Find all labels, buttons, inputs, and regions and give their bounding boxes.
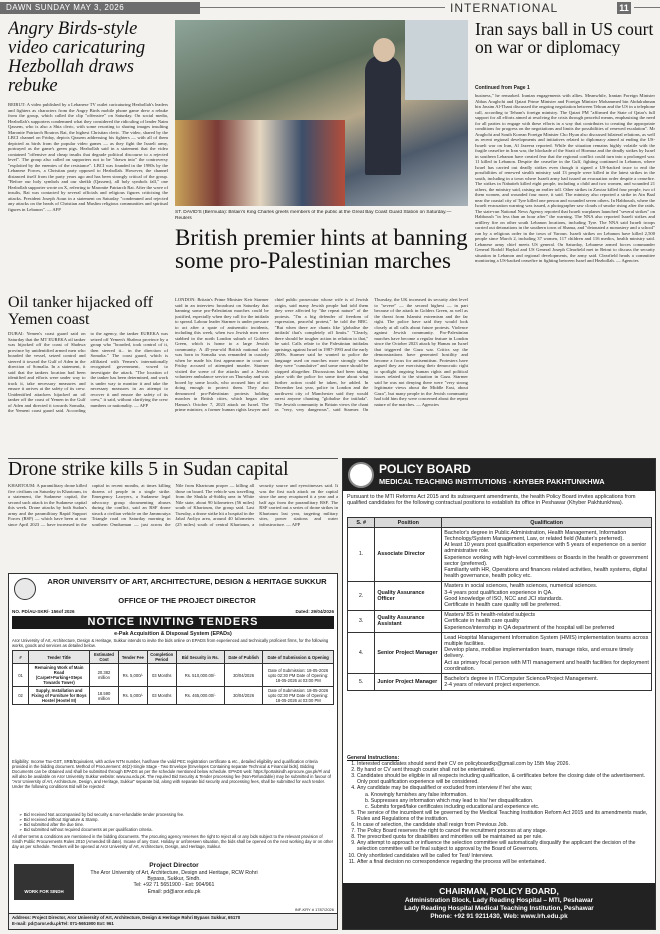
tender-address-strip xyxy=(9,913,337,929)
tender-office: OFFICE OF THE PROJECT DIRECTOR xyxy=(118,596,256,605)
tender-inf-no: INF-KRY # 1787/2026 xyxy=(294,907,334,912)
qualification-line: Familiarity with HR, Operations and finances related activities, health systems, digital health governance, health policy etc. xyxy=(444,566,647,580)
tender-pd-address: The Aror University of Art, Architecture, Design and Heritage, RCW Rohri Bypass, Sukkur, Sindh. xyxy=(90,870,258,883)
policy-instructions xyxy=(347,755,652,865)
tender-condition: ➢ Bid received without Signature & Stamp. xyxy=(19,817,99,822)
qualification-line: Bachelor's degree in IT/Computer Science/Project Management. xyxy=(444,675,599,682)
tender-condition-text: Bid received without Signature & Stamp. xyxy=(23,817,99,822)
instruction-item: 3. Candidates should be eligible in all respects including qualification, & certificates before the closing date of the advertisement. Only post qualification experience will be considered. xyxy=(357,773,652,785)
qualification-line: Develop plans, mobilise implementation team, manage risks, and ensure timely delivery. xyxy=(444,647,634,660)
table-cell: 30/04/2026 xyxy=(224,664,263,687)
table-cell: Date of Submission: 18-05-2026 upto 02:30 PM Date of Opening: 18-05-2026 at 03:00 PM xyxy=(263,687,334,705)
tender-col-security: Bid Security in Rs. xyxy=(176,651,224,664)
table-cell: Rs. 465,000.00/- xyxy=(176,687,224,705)
policy-footer-line: Administration Block, Lady Reading Hospital – MTI, Peshawar xyxy=(404,897,594,904)
qualification-line: Certificate in health care quality xyxy=(444,618,520,625)
tender-col-cost: Estimated Cost xyxy=(90,651,119,664)
headline-tanker: Oil tanker hijacked off Yemen coast xyxy=(8,295,153,328)
qualification-line: Masters in social sciences, health sciences, numerical sciences. xyxy=(444,583,598,590)
tender-ref: NO. PD/AU-SKR/- 156of 2026 xyxy=(12,609,75,614)
page-number: 11 xyxy=(617,2,631,14)
masthead-rule xyxy=(200,7,445,8)
instruction-list xyxy=(347,761,652,865)
policy-footer-line: Lady Reading Hospital Medical Teaching Institution, Peshawar xyxy=(404,905,594,912)
table-cell: 1. xyxy=(348,528,375,582)
qualification-line: Certificate in health care quality will be preferred. xyxy=(444,601,561,608)
qualification-line: Act as primary focal person with MTI management and health facilities for deployment coordination. xyxy=(444,659,649,672)
tender-condition: ➢ Bid submitted after the due time. xyxy=(19,822,84,827)
table-cell xyxy=(442,633,652,674)
table-cell: Remaining Work of Main Road (Carpet+Parking+Steps Towards Tower) xyxy=(29,664,90,687)
table-cell: Quality Assurance Assistant xyxy=(375,610,442,633)
policy-footer-line: Phone: +92 91 9211430, Web: www.lrh.edu.pk xyxy=(430,913,568,920)
table-cell: 2. xyxy=(348,581,375,610)
body-tanker: DUBAI: Yemen's coast guard said on Saturday that the MT EUREKA oil tanker was hijacked off the coast of Shabwa province by unidentified armed men who boarded the vessel, seized control and steered it toward the Gulf of Aden in the direction of Somalia. In a statement, it said that the tankers location had been identified and efforts were under way to track it, take necessary measures and ensure it arrives at the safety of its crew. Unidentified attackers hijacked an oil tanker off the coast of Yemen in the Gulf of Aden and directed it towards Somalia, the Yemeni coast guard said. According to the agency, the tanker EUREKA was seized off Yemen's Shabwa province by a group who "boarded, took control of it, then steered it... in the direction of Somalia." The coast guard, which is affiliated with Yemen's internationally recognised government, vowed to investigate the attack. "The location of the tanker has been determined, and work is under way to monitor it and take the necessary measures in an attempt to recover it and ensure the safety of its crew," it said, without clarifying the crew numbers or nationality. — AFP xyxy=(8,331,168,413)
table-row xyxy=(348,610,652,633)
table-cell: Date of Submission: 18-05-2026 upto 02:30 PM Date of Opening: 18-05-2026 at 03:00 PM xyxy=(263,664,334,687)
main-photo xyxy=(175,20,468,206)
tender-subbanner: e-Pak Acquisition & Disposal System (EPADs) xyxy=(114,631,232,637)
table-cell: 01 xyxy=(13,664,29,687)
photo-caption: ST. DAVID'S (Bermuda): Britain's King Charles greets members of the public at the Great Bay Coast Guard Station on Saturday.—Reuters xyxy=(175,210,452,221)
table-cell: Associate Director xyxy=(375,528,442,582)
instruction-item: 9. Any attempt to approach or influence the selection committee will automatically disqualify the applicant the decision of the selection committee will be final subject to approval by the Board of Governors. xyxy=(357,840,652,852)
table-cell xyxy=(442,610,652,633)
tender-col-no: # xyxy=(13,651,29,664)
sub-instruction: a. Knowingly furnishes any false information. xyxy=(365,791,468,798)
body-iran: business," he remarked. Iranian engagements with allies. Meanwhile, Iranian Foreign Minister Abbas Araghchi and Qatari Prime Minister and Foreign Minister Mohammed bin Abdulrahman bin Jassim Al-Thani discussed the ongoing negotiation between Tehran and the US in a telephone call, according to Tehran's foreign ministry. The Qatari PM "affirmed the State of Qatar's full support for all efforts aimed at resolving the crisis through peaceful means, emphasising the need for all parties to engage with these efforts in a way that contributes to creating the appropriate conditions for progress on the negotiations and limits the possibilities of renewed escalation". Mr Araghchi and South Korean Foreign Minister Cho Hyun also discussed bilateral relations, as well as recent regional developments and initiatives related to diplomacy aimed at ending the US-Israeli war on Iran, Al Jazeera reported. While the situation remains highly volatile with the fragile ceasefire in Iran war, the blockade of the Strait of Hormuz and the deadly strikes by Israel in southern Lebanon have created fear that the regional conflict could turn into a prolonged war. 11 killed in Lebanon. Despite the ceasefire in the Gulf, fighting continued in Lebanon, where Israel has carried out deadly strikes even though it signed a US-backed truce to end the possibilities of renewed stealth ministry said 13 people were killed in the latest strikes in the south, including in a town where Israeli army had issued an evacuation order despite a ceasefire. The strikes in Nabatieh killed eight people, including a child and two women, and wounded 21 others, the ministry said, raising an earlier toll. Other strikes in Zawtar killed four people, two of them women, and wounded four more, it said. The ministry also reported a strike in Ain Baal near the coastal city of Tyre killed one person and wounded seven others. In Habboush, where the Israeli evacuation warning was issued, a photographer saw clouds of smoke rising after the raids. The state-run National News Agency reported that Israeli warplanes launched "several strikes" on Habboush "in less than an hour after" the warning. The NNA also reported Israeli strikes and artillery fire on other south Lebanon locations, including Tyre. The NNA said Israeli troops carried out detonations in the southern town of Shama, and "detonated a monastery and a school" run by a religious order in the town of Yaroun. Israeli strikes on Lebanon have killed 2,500 people since March 2, including 37 women, 117 children and 116 medics, health ministry said. Lebanese army chief meets US general. On Saturday, Lebanese armed forces commander General Rodolf Haykal and US General Joseph Clearfield met in Beirut to discuss the security situation in Lebanon and regional developments, the army said. Clearfield heads a committee monitoring a US-backed ceasefire in fighting between Israel and Hezbollah. — Agencies xyxy=(475,93,655,263)
qualification-line: Good knowledge of ISO, NCC and JCI standards. xyxy=(444,595,563,602)
body-sudan: KHARTOUM: A paramilitary drone killed five civilians on Saturday in Khartoum, in a statement, the Sudanese capital, the second such attack in the Sudanese capital this week. Drone attacks by both Sudan's army and the paramilitary Rapid Support Forces (RSF) — which have been at war since April 2023 — have increased in the capital in recent months, at times killing dozens of people in a single strike. Emergency Lawyers, a Sudanese legal advocacy group documenting abuses during the conflict, said an RSF drone struck a civilian vehicle on the Jammouiya Triangle road on Saturday morning in southern Omdurman — just across the Nile from Khartoum proper — killing all those on board. The vehicle was travelling from the Shukla al-Siddiq area in White Nile state, about 90 kilometres (56 miles) south of Khartoum, the group said. Last Tuesday, a drone strike hit a hospital in the Jabal Awliya area, around 40 kilometres (25 miles) south of central Khartoum, a security source and eyewitnesses said. It was the first such attack on the capital since the army recaptured it a year and a half ago from the paramilitary RSF. The RSF carried out a series of drone strikes in Khartoum last year, targeting military sites, power stations and water infrastructure. — AFP xyxy=(8,483,338,527)
tender-dated: Dated: 29/04/2026 xyxy=(295,609,334,614)
table-cell: Rs. 5,000/- xyxy=(118,664,147,687)
tender-pd-block xyxy=(89,862,259,895)
table-cell: 03 Months xyxy=(147,664,176,687)
table-cell: 03 Months xyxy=(147,687,176,705)
tender-footer-text: All other terms & conditions are mentioned in the bidding documents. The procuring agency reserves the right to reject all or any bids subject to the relevant provision of Sindh Public Procurements Rules 2010 (Amended till date). Incase of any Govt. Holiday or unforeseen situation, the bids shall be opened on the next working day or on other day as per schedule. Tenders will be opened at Aror University of Art, Architecture, Design, and Heritage, Sukkur. xyxy=(12,834,333,849)
headline-british: British premier hints at banning some pro-Palestinian marches xyxy=(175,226,468,272)
table-cell: Rs. 510,000.00/- xyxy=(176,664,224,687)
tender-conditions xyxy=(19,812,334,832)
instruction-item xyxy=(357,785,652,809)
masthead-rule-right xyxy=(634,7,660,8)
body-british: LONDON: Britain's Prime Minister Keir Starmer said in an interview broadcast on Saturday that banning some pro-Palestinian marches could be justified, especially when they call for the intifada to spread. Labour leader Starmer is under pressure to act after a spate of antisemitic incidents, including this week, when two Jewish men were stabbed in the north London suburb of Golders Green, which is home to a large Jewish community. A 45-year-old British national who was born in Somalia was remanded in custody when he made his first appearance in court on Friday accused of attempted murder. Starmer visited the scene of the attacks and a Jewish volunteer ambulance service on Thursday and was booed by some locals, who accused him of not doing enough to protect them. They also denounced pro-Palestinian protests holding marches in British cities, which began after Hamas's October 7, 2023 attack on Israel. The prime minister, a former human rights lawyer and chief public prosecutor whose wife is of Jewish origin, said many Jewish people had told them they were affected by "the repeat nature" of the protests. "I'm a big defender of freedom of expression, peaceful protest," he told the BBC. "But when there are chants like 'globalise the intifada' that's completely off limits." "Clearly, there should be tougher action in relation to that," he said. Calls relate to the Palestinian intifadas uprisings against Israel in 1987-1993 and the early 2000s. Starmer said he wanted to police the language used on marches more strongly when they were "cumulative" and some more should be stopped altogether. Discussions had been taking place with the police for some time about what further action could be taken, he added. In December last year, police in London and the northwest city of Manchester said they would arrest anyone chanting "globalise the intifada". The Jewish community in Britain views the chant as "very, very dangerous", said Starmer. On Thursday, the UK increased its security alert level to "severe" — the second highest — in part because of the attack in Golders Green, as well as the threat from Islamist extremism and the far right. The police have said they would look closely at all calls about future protests. Violence against Jewish community. Pro-Palestinian marches have become a regular feature in London since the October 2023 attack by Hamas on Israel that triggered the Gaza war. Critics say the demonstrations have generated hostility and become a focus for antisemitism. Protesters have argued they are exercising their democratic right to spotlight ongoing human rights and political issues related to the situation in Gaza. Starmer said he was not denying there were "very strong legitimate views about the Middle East, about Gaza", but many people in the Jewish community had told him they were concerned about the repeat nature of the marches. — Agencies xyxy=(175,297,468,412)
table-cell xyxy=(442,581,652,610)
qualification-line: Bachelor's degree in Public Administration, Health Management, Information Technology/System Management, Law, or related field (Master's preferred). xyxy=(444,529,627,542)
tender-col-publish: Date of Publish xyxy=(224,651,263,664)
table-row xyxy=(348,528,652,582)
table-cell: Quality Assurance Officer xyxy=(375,581,442,610)
tender-contact: E-mail: pd@aror.edu.pkTel: 071-5651900 Ext: 961 xyxy=(12,920,114,926)
tender-col-period: Completion Period xyxy=(147,651,176,664)
policy-board-ad xyxy=(342,458,656,930)
sub-instruction: b. Suppresses any information which may lead to his/ her disqualification. xyxy=(365,797,534,804)
table-cell: 20.382 million xyxy=(90,664,119,687)
photo-figure-king xyxy=(365,55,401,175)
photo-figure-head xyxy=(373,38,395,62)
tender-pd-tel: Tel: +92 71 5651900 - Ext: 904/961 xyxy=(133,882,215,889)
qualification-line: Lead Hospital Management Information System (HMIS) implementation teams across multiple facilities. xyxy=(444,634,649,647)
tender-intro: Aror University of Art, Architecture, Design & Heritage, Sukkur intends to invite the bids online on EPADS from experienced and technically proficient firms, for the following works, goods and services as detailed below. xyxy=(12,638,329,648)
table-cell xyxy=(442,528,652,582)
headline-iran: Iran says ball in US court on war or diplomacy xyxy=(475,20,654,56)
table-cell: Rs. 5,000/- xyxy=(118,687,147,705)
policy-title: POLICY BOARD xyxy=(379,462,471,476)
table-row xyxy=(13,687,334,705)
tender-pd-email: Email: pd@aror.edu.pk xyxy=(147,888,201,895)
masthead-date: DAWN SUNDAY MAY 3, 2026 xyxy=(6,3,125,12)
instruction-item-text: Any candidate may be disqualified or excluded from interview if he/ she was; xyxy=(357,785,533,792)
photo-sky xyxy=(405,20,468,100)
table-cell: 02 xyxy=(13,687,29,705)
table-cell: Senior Project Manager xyxy=(375,633,442,674)
kp-emblem xyxy=(348,462,374,488)
qualification-line: 2-4 years of relevant project experience. xyxy=(444,682,541,689)
general-instructions-heading: General Instructions: xyxy=(347,755,400,761)
policy-col-no: S. # xyxy=(348,518,375,528)
sub-instruction: c. Submits forged/fake certificates including educational and experience etc. xyxy=(365,803,540,810)
instruction-item: 5. The service of the incumbent will be governed by the Medical Teaching Institution Reform Act 2015 and its amendments made, Rules and Regulations of the institution. xyxy=(357,810,652,822)
table-row xyxy=(348,581,652,610)
tender-ad xyxy=(8,573,338,930)
qualification-line: 3-4 years post qualification experience in QA. xyxy=(444,589,553,596)
table-cell xyxy=(442,674,652,690)
headline-hezbollah: Angry Birds-style video caricaturing Hezbollah draws rebuke xyxy=(8,20,146,96)
tender-col-title: Tender Title xyxy=(29,651,90,664)
qualification-line: At least 10 years post qualification experience with 5 years of experience on a senior administrative role. xyxy=(444,542,647,555)
tender-pd-title: Project Director xyxy=(149,862,199,869)
table-row xyxy=(13,664,334,687)
headline-sudan: Drone strike kills 5 in Sudan capital xyxy=(8,460,289,480)
instruction-item: 8. The prescribed quota for disabilities and minorities will be maintained as per rule. xyxy=(357,834,652,840)
policy-col-position: Position xyxy=(375,518,442,528)
instruction-item: 11. After a final decision no correspondence regarding the process will be entertained. xyxy=(357,859,652,865)
masthead-section: INTERNATIONAL xyxy=(450,1,559,15)
tender-table xyxy=(12,650,334,705)
policy-col-qualification: Qualification xyxy=(442,518,652,528)
table-cell: 3. xyxy=(348,610,375,633)
tender-logo xyxy=(14,578,36,600)
instruction-item: 2. By hand or CV sent through courier shall not be entertained. xyxy=(357,767,652,773)
qualification-line: Experience/internship in QA department of the hospital will be preferred xyxy=(444,624,615,631)
instruction-item: 7. The Policy Board reserves the right to cancel the recruitment process at any stage. xyxy=(357,828,652,834)
qualification-line: Experience working with high-level committees or Boards in the health or government sector (preferred). xyxy=(444,554,648,567)
instruction-item: 6. In case of selection, the candidate shall resign from Previous Job. xyxy=(357,822,652,828)
tender-eligibility: Eligibility: Income Tax-GST, SRB/Equivalent, with active NTN number, has/have the valid PEC registration certificate & etc., detailed eligibility and qualification criteria provided in the bidding document. Method of Procurement: 46(2)-Single Stage - Two Envelope [Envelopes Containing separate Technical & Financial bids]. Bidding Documents can be obtained and shall be submitted through EPADS as per the schedule mentioned below schedule. EPADS web: https://portalsindh.eprocure.gov.pk/#/ and will also be available on Aror University Sukkur website: www.au.edu.pk. The required Bid Security & Tender processing fee (Non-Refundable) may be submitted in favour of "Aror University of Art, Architecture, Design, and Heritage, Sukkur" separate bid, along with separate bid security and processing fees, shall be submitted for each tender. Under the following conditions Bid will be rejected: xyxy=(12,759,331,789)
tender-col-fee: Tender Fee xyxy=(118,651,147,664)
qualification-line: Masters/ BS in health-related subjects xyxy=(444,612,536,619)
table-cell: Supply, Installation and Fixing of Furniture for Boys Hostel (Hostel III) xyxy=(29,687,90,705)
table-row xyxy=(348,633,652,674)
tender-condition-text: Bid submitted after the due time. xyxy=(23,822,84,827)
tender-col-submission: Date of Submission & Opening xyxy=(263,651,334,664)
policy-footer-title: CHAIRMAN, POLICY BOARD, xyxy=(439,886,559,896)
tender-banner: NOTICE INVITING TENDERS xyxy=(12,616,334,629)
policy-table xyxy=(347,517,652,691)
photo-crowd xyxy=(175,120,345,206)
table-cell: 30/04/2026 xyxy=(224,687,263,705)
table-cell: Junior Project Manager xyxy=(375,674,442,690)
sindh-logo xyxy=(14,864,74,900)
policy-subtitle: MEDICAL TEACHING INSTITUTIONS - KHYBER PAKHTUNKHWA xyxy=(379,477,605,486)
tender-address: Address: Project Director, Aror University of Art, Architecture, Design & Heritage Rohri Bypass Sukkur, 65170 xyxy=(12,915,241,920)
tender-university: AROR UNIVERSITY OF ART, ARCHITECTURE, DESIGN & HERITAGE SUKKUR xyxy=(47,577,327,586)
policy-footer xyxy=(343,883,655,929)
tender-condition-text: Bid received Not accompanied by bid security & non-refundable tender processing fee. xyxy=(23,812,185,817)
sindh-logo-text: WORK FOR SINDH xyxy=(24,889,64,894)
table-cell: 5. xyxy=(348,674,375,690)
instruction-item: 10. Only shortlisted candidates will be called for Test/ Interview. xyxy=(357,853,652,859)
continued-label: Continued from Page 1 xyxy=(475,85,530,91)
body-hezbollah: BEIRUT: A video published by a Lebanese TV outlet caricaturing Hezbollah's leaders and fighters as characters from the Angry Birds mobile phone game drew a rebuke from the group, which called the clip "offensive" on Saturday. On social media, Hezbollah's supporters condemned what they considered the ridiculing of leader Naim Qassem, who is also a Shia cleric, with some resorting to sharing images insulting Maronite Patriarch Boutros Rai, the highest Christian cleric. The video, shared by the LBCI channel on Friday, depicts Qassem addressing his fighters — with all of them depicted as birds from the popular video games — as they fight the Israeli army, portrayed as the game's green pigs. Hezbollah said in a statement that the video contained "offensive and cheap insults that degrade political discourse to a rejected level". The group also called on supporters not to be "drawn into" the controversy "exploited by the enemies of the resistance". LBCI was founded in the 1980s by the Lebanese Forces, a Christian party opposed to Hezbollah. However, the channel distanced itself from the party years ago and has been strongly critical of the group. "Before our holy symbols and our sheikh (Qassem), all holy symbols fall," one Hezbollah supporter wrote on X, referring to Maronite Patriarch Rai. After the wave of insults, Rai was contacted by several officials and religious figures criticising the attacks. President Joseph Aoun in a statement on Saturday "condemned and rejected any attacks on the heads of Christian and Muslim religious communities and spiritual figures in Lebanon". — AFP xyxy=(8,102,168,212)
rule-sudan xyxy=(8,458,338,459)
table-cell: 4. xyxy=(348,633,375,674)
table-row xyxy=(348,674,652,690)
table-cell: 18.590 million xyxy=(90,687,119,705)
instruction-item: 1. Interested candidates should send their CV on policyboardkp@gmail.com by 15th May 2026. xyxy=(357,761,652,767)
tender-condition: ➢ Bid received Not accompanied by bid security & non-refundable tender processing fee. xyxy=(19,812,185,817)
tender-condition: ➢ Bid submitted without required documents as per qualification criteria. xyxy=(19,827,153,832)
tender-condition-text: Bid submitted without required documents as per qualification criteria. xyxy=(23,827,153,832)
policy-intro: Pursuant to the MTI Reforms Act 2015 and its subsequent amendments, the health Policy Board invites applications from qualified candidates for the following contractual positions to establish its office in Peshawar (Khyber Pakhtunkhwa). xyxy=(347,494,636,507)
